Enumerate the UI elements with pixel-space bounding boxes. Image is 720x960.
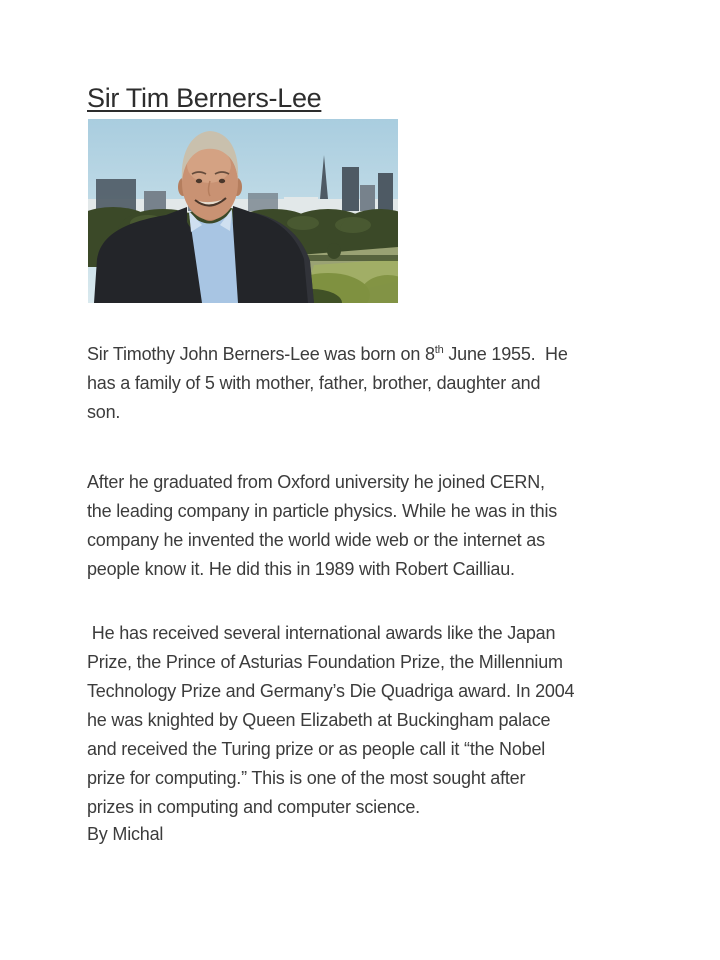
text-segment: June 1955. He [443, 344, 568, 364]
page-title: Sir Tim Berners-Lee [87, 83, 322, 113]
text-line: Technology Prize and Germany’s Die Quadriga award. In 2004 [87, 681, 575, 701]
paragraph-birth-family [87, 340, 647, 427]
text-line: he was knighted by Queen Elizabeth at Buckingham palace [87, 710, 551, 730]
portrait-photo-illustration [88, 119, 398, 303]
portrait-photo [88, 119, 398, 303]
text-segment: Sir Timothy John Berners-Lee was born on 8 [87, 344, 435, 364]
text-line: the leading company in particle physics. While he was in this [87, 501, 558, 521]
text-line: After he graduated from Oxford university he joined CERN, [87, 472, 545, 492]
paragraph-awards [87, 619, 647, 822]
text-line: people know it. He did this in 1989 with Robert Cailliau. [87, 559, 515, 579]
byline: By Michal [87, 824, 164, 844]
text-line: company he invented the world wide web or the internet as [87, 530, 545, 550]
text-line: prize for computing.” This is one of the most sought after [87, 768, 526, 788]
text-line [87, 340, 647, 369]
paragraph-cern-web [87, 468, 647, 584]
text-line: has a family of 5 with mother, father, brother, daughter and [87, 373, 541, 393]
text-line: son. [87, 402, 121, 422]
text-line: Prize, the Prince of Asturias Foundation Prize, the Millennium [87, 652, 563, 672]
text-line: prizes in computing and computer science. [87, 797, 420, 817]
text-line: and received the Turing prize or as people call it “the Nobel [87, 739, 546, 759]
text-line: He has received several international awards like the Japan [87, 623, 556, 643]
superscript-th: th [434, 344, 444, 356]
